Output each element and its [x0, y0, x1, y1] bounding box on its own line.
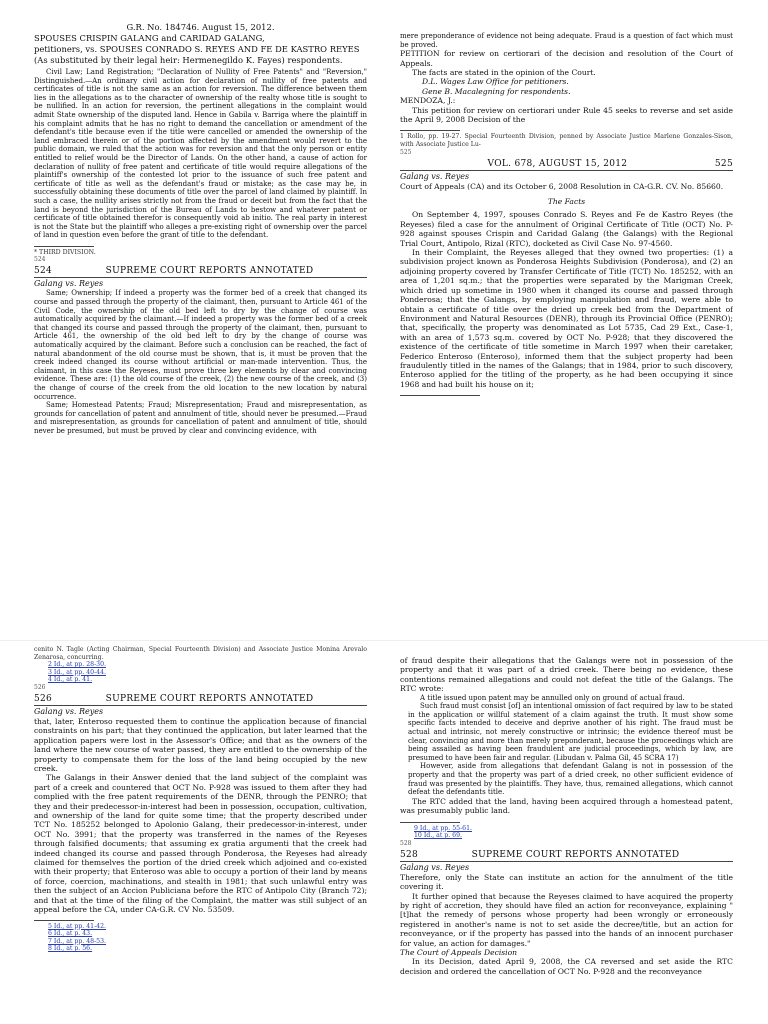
footnote-5-link[interactable]: 5 Id., at pp. 41-42. — [48, 922, 107, 930]
body-paragraph-reconveyance: It further opined that because the Reyeses claimed to have acquired the property by right of accretion, they should have filed an action for reconveyance, explaining "[t]hat the remedy of persons whose property had been wrongly or erroneously registered in another's name is not to set aside the decree/title, but an action for reconveyance, or if the property has passed into the hands of an innocent purchaser for value, an action for damages." — [400, 891, 733, 948]
footnote-4 — [34, 676, 367, 684]
body-paragraph-2: The Galangs in their Answer denied that the land subject of the complaint was part of a creek and countered that OCT No. P-928 was issued to them after they had complied with the free patent requirements of the DENR, through the PENRO; that they and their predecessor-in-interest had been in possession, occupation, cultivation, and ownership of the land for quite some time; that the property described under TCT No. 185252 belonged to Apolonio Galang, their predecessor-in-interest, under OCT No. 3991; that the property was transferred in the names of the Reyeses through falsified documents; that assuming ex gratia argumenti that the creek had indeed changed its course and passed through Ponderosa, the Reyeses had already claimed for themselves the portion of the dried creek which adjoined and co-existed with their property; that Enteroso was able to occupy a portion of their land by means of force, coercion, machinations, and stealth in 1981; that such unlawful entry was then the subject of an Accion Publiciana before the RTC of Antipolo City (Branch 72); and that at the time of the filing of the Complaint, the matter was still subject of an appeal before the CA, under CA-G.R. CV No. 53509. — [34, 773, 367, 915]
page-gap — [0, 640, 768, 641]
footnote-7-link[interactable]: 7 Id., at pp. 48-53. — [48, 937, 107, 945]
running-title: Galang vs. Reyes — [34, 277, 367, 289]
column-right-bottom — [400, 656, 733, 1022]
page-header-524 — [34, 265, 367, 277]
page-header-528 — [400, 849, 733, 861]
body-paragraph-state: Therefore, only the State can institute an action for the annulment of the title covering it. — [400, 872, 733, 892]
header-page-number: 528 — [400, 849, 419, 860]
footnote-continuation: cenito N. Tagle (Acting Chairman, Special Fourteenth Division) and Associate Justice Monina Arevalo Zenarosa, concurring. — [34, 646, 367, 661]
parties-line-2: petitioners, vs. SPOUSES CONRADO S. REYES AND FE DE KASTRO REYES — [34, 44, 360, 54]
footnote-division: * THIRD DIVISION. — [34, 248, 96, 256]
syllabus-paragraph-2: Same; Ownership; If indeed a property was the former bed of a creek that changed its course and passed through the property of the claimant, then, pursuant to Article 461 of the Civil Code, the ownership of the old bed left to dry by the change of course was automatically acquired by the claimant.—If indeed a property was the former bed of a creek that changed its course and passed through the property of the claimant, then, pursuant to Article 461, the ownership of the old bed left to dry by the change of course was automatically acquired by the claimant. Before such a conclusion can be reached, the fact of natural abandonment of the old course must be shown, that is, it must be proven that the creek indeed changed its course without artificial or man-made intervention. Thus, the claimant, in this case the Reyeses, must prove three key elements by clear and convincing evidence. These are: (1) the old course of the creek, (2) the new course of the creek, and (3) the change of course of the creek from the old location to the new location by natural occurrence. — [34, 289, 367, 401]
footnote-9 — [400, 825, 733, 833]
body-continuation: of fraud despite their allegations that the Galangs were not in possession of the property and that it was part of a dried creek. There being no evidence, these contentions remained allegations and could not defeat the title of the Galangs. The RTC wrote: — [400, 656, 733, 694]
footnote-9-link[interactable]: 9 Id., at pp. 55-61. — [414, 824, 473, 832]
page-marker-524: 524 — [34, 256, 46, 264]
page-marker-525: 525 — [400, 148, 412, 156]
footnote-rule — [34, 920, 94, 921]
header-title: SUPREME COURT REPORTS ANNOTATED — [471, 849, 680, 860]
facts-stated-line: The facts are stated in the opinion of the Court. — [412, 68, 596, 77]
page-header-525 — [400, 158, 733, 170]
header-page-number: 524 — [34, 266, 53, 277]
facts-heading: The Facts — [547, 197, 586, 207]
ca-decision-heading: The Court of Appeals Decision — [400, 948, 518, 957]
ponente: MENDOZA, J.: — [400, 96, 456, 106]
header-title: SUPREME COURT REPORTS ANNOTATED — [105, 693, 314, 704]
intro-paragraph: This petition for review on certiorari under Rule 45 seeks to reverse and set aside the April 9, 2008 Decision of the — [400, 105, 733, 125]
parties-line-3: (As substituted by their legal heir: Hermenegildo K. Fayes) respondents. — [34, 55, 343, 65]
footnote-rule — [34, 246, 94, 247]
body-paragraph-ca-decision: In its Decision, dated April 9, 2008, the CA reversed and set aside the RTC decision and ordered the cancellation of OCT No. P-928 and the reconveyance — [400, 957, 733, 976]
footnote-4-link[interactable]: 4 Id., at p. 41. — [48, 676, 93, 684]
header-page-number: 526 — [34, 693, 53, 704]
footnote-10 — [400, 832, 733, 840]
body-paragraph-rtc: The RTC added that the land, having been acquired through a homestead patent, was presumably public land. — [400, 796, 733, 816]
footnote-5 — [34, 923, 367, 931]
page-header-526 — [34, 693, 367, 705]
quote-paragraph-2: Such fraud must consist [of] an intentional omission of fact required by law to be stated in the application or willful statement of a claim against the truth. It must show some specific facts intended to deceive and deprive another of his right. The fraud must be actual and intrinsic, not merely constructive or intrinsic; the evidence thereof must be clear, convincing and more than merely preponderant, because the proceedings which are being assailed as having been fraudulent are judicial proceedings, which by law, are presumed to have been fair and regular. (Libudan v. Palma Gil, 45 SCRA 17) — [408, 702, 733, 762]
petition-line: PETITION for review on certiorari of the decision and resolution of the Court of Appeals. — [400, 49, 733, 68]
facts-paragraph-1: On September 4, 1997, spouses Conrado S. Reyes and Fe de Kastro Reyes (the Reyeses) filed a case for the annulment of Original Certificate of Title (OCT) No. P-928 against spouses Crispin and Caridad Galang (the Galangs) with the Regional Trial Court, Antipolo, Rizal (RTC), docketed as Civil Case No. 97-4560. — [400, 210, 733, 248]
counsel-respondents: Gene B. Macalegning for respondents. — [422, 86, 571, 96]
page-marker-526: 526 — [34, 683, 46, 691]
footnote-3-link[interactable]: 3 Id., at pp. 40-44. — [48, 668, 107, 676]
footnote-6-link[interactable]: 6 Id., at p. 43. — [48, 930, 93, 938]
footnote-rule — [400, 130, 460, 131]
facts-paragraph-2: In their Complaint, the Reyeses alleged that they owned two properties: (1) a subdivision project known as Ponderosa Heights Subdivision (Ponderosa), and (2) an adjoining property covered by Transfer Certificate of Title (TCT) No. 185252, with an area of 1,201 sq.m.; that the properties were separated by the Marigman Creek, which dried up sometime in 1980 when it changed its course and passed through Ponderosa; that the Galangs, by employing manipulation and fraud, were able to obtain a certificate of title over the dried up creek bed from the Department of Environment and Natural Resources (DENR), through its Provincial Office (PENRO); that, specifically, the property was denominated as Lot 5735, Cad 29 Ext., Case-1, with an area of 1,573 sq.m. covered by OCT No. P-928; that they discovered the existence of the certificate of title sometime in March 1997 when their caretaker, Federico Enteroso (Enteroso), informed them that the subject property had been fraudulently titled in the names of the Galangs; that in 1984, prior to such discovery, Enteroso applied for the titling of the property, as he had been occupying it since 1968 and had built his house on it; — [400, 248, 733, 389]
footnote-6 — [34, 930, 367, 938]
running-title: Galang vs. Reyes — [400, 170, 733, 182]
running-title: Galang vs. Reyes — [400, 861, 733, 873]
footnote-2 — [34, 661, 367, 669]
header-volume: VOL. 678, AUGUST 15, 2012 — [487, 158, 628, 169]
syllabus-continuation: mere preponderance of evidence not being adequate. Fraud is a question of fact which must be proved. — [400, 32, 733, 49]
footnote-2-link[interactable]: 2 Id., at pp. 28-30. — [48, 661, 107, 669]
footnote-3 — [34, 669, 367, 677]
column-left-top — [34, 22, 367, 634]
quote-paragraph-3: However, aside from allegations that defendant Galang is not in possession of the property and that the property was part of a dried creek, no other sufficient evidence of fraud was presented by the plaintiffs. They have, thus, remained allegations, which cannot defeat the defendants title. — [408, 762, 733, 797]
body-paragraph-1: that, later, Enteroso requested them to continue the application because of financial constraints on his part; that they continued the application, but later learned that the application papers were lost in the Assessor's Office; and that as the owners of the land where the new course of water passed, they are entitled to the ownership of the property to compensate them for the loss of the land being occupied by the new creek. — [34, 716, 367, 773]
running-title: Galang vs. Reyes — [34, 705, 367, 717]
footnote-rule — [400, 822, 460, 823]
header-page-number: 525 — [714, 158, 733, 169]
footnote-8 — [34, 945, 367, 953]
ca-resolution-paragraph: Court of Appeals (CA) and its October 6, 2008 Resolution in CA-G.R. CV. No. 85660. — [400, 181, 724, 191]
quote-paragraph-1: A title issued upon patent may be annulled only on ground of actual fraud. — [420, 693, 685, 702]
footnote-8-link[interactable]: 8 Id., at p. 56. — [48, 945, 93, 953]
column-right-top — [400, 32, 733, 634]
header-title: SUPREME COURT REPORTS ANNOTATED — [105, 266, 314, 277]
footnote-1: 1 Rollo, pp. 19-27. Special Fourteenth Division, penned by Associate Justice Marlene Gonzales-Sison, with Associate Justice Lu- — [400, 133, 733, 149]
page-marker-528: 528 — [400, 839, 412, 847]
syllabus-paragraph-3: Same; Homestead Patents; Fraud; Misrepresentation; Fraud and misrepresentation, as grounds for cancellation of patent and annulment of title, should never be presumed.—Fraud and misrepresentation, as grounds for cancellation of patent and annulment of title, should never be presumed, but must be proved by clear and convincing evidence, with — [34, 401, 367, 435]
column-left-bottom — [34, 646, 367, 1022]
counsel-petitioners: D.L. Wages Law Office for petitioners. — [422, 77, 569, 87]
syllabus-paragraph-1: Civil Law; Land Registration; "Declaration of Nullity of Free Patents" and "Reversion," Distinguished.—An ordinary civil action for declaration of nullity of free patents and certificates of title is not the same as an action for reversion. The difference between them lies in the allegations as to the character of ownership of the realty whose title is sought to be nullified. In an action for reversion, the pertinent allegations in the complaint would admit State ownership of the disputed land. Hence in Gabila v. Barriga where the plaintiff in his complaint admits that he has no right to demand the cancellation or amendment of the defendant's title because even if the title were cancelled or amended the ownership of the land embraced therein or of the portion affected by the amendment would revert to the public domain, we ruled that the action was for reversion and that the only person or entity entitled to relief would be the Director of Lands. On the other hand, a cause of action for declaration of nullity of free patent and certificate of title would require allegations of the plaintiff's ownership of the contested lot prior to the issuance of such free patent and certificate of title as well as the defendant's fraud or mistake; as the case may be, in successfully obtaining these documents of title over the parcel of land claimed by plaintiff. In such a case, the nullity arises strictly not from the fraud or deceit but from the fact that the land is beyond the jurisdiction of the Bureau of Lands to bestow and whatever patent or certificate of title obtained therefor is consequently void ab initio. The real party in interest is not the State but the plaintiff who alleges a pre-existing right of ownership over the parcel of land in question even before the grant of title to the defendant. — [34, 68, 367, 240]
case-number: G.R. No. 184746. August 15, 2012. — [126, 22, 275, 32]
footnote-7 — [34, 938, 367, 946]
footnote-10-link[interactable]: 10 Id., at p. 69. — [414, 832, 463, 840]
footnote-rule — [400, 395, 480, 396]
parties-line-1: SPOUSES CRISPIN GALANG and CARIDAD GALANG, — [34, 33, 265, 43]
